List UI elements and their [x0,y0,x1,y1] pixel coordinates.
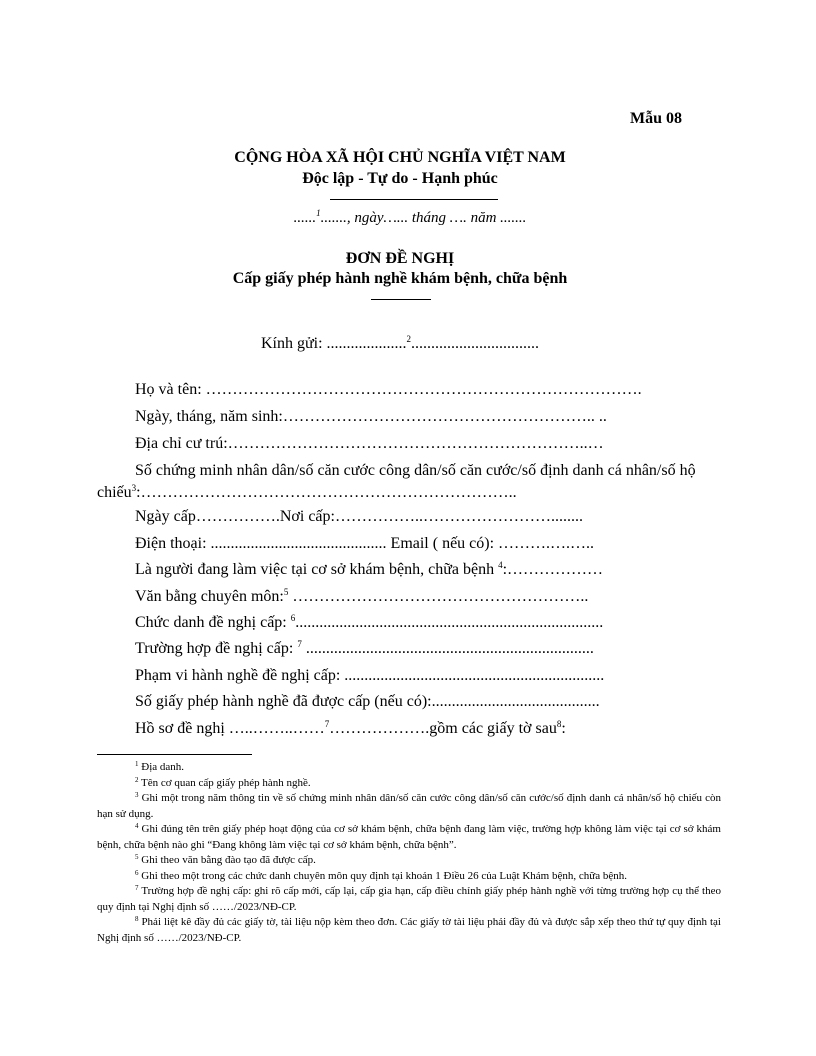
footnote: $^1$ Địa danh. [135,760,185,773]
national-title: CỘNG HÒA XÃ HỘI CHỦ NGHĨA VIỆT NAM [234,149,566,166]
form-code: Mẫu 08 [630,110,682,127]
field-diploma: Văn bằng chuyên môn:$^5$ ……………………………………………….. [135,587,589,605]
recipient-line: Kính gửi: ....................$^2$................................ [260,334,540,352]
field-title-requested: Chức danh đề nghị cấp: $^6$............................................................................. [135,613,604,631]
field-phone-email: Điện thoại: ............................................ Email ( nếu có): ……….….….. [135,535,595,552]
footnote: $^8$ Phải liệt kê đầy đủ các giấy tờ, tài liệu nộp kèm theo đơn. Các giấy tờ tài liệu phải đầy đủ và được sắp xếp theo thứ tự quy định tại Nghị định số ……/2023/NĐ-CP. [97,915,721,944]
footnote: $^4$ Ghi đúng tên trên giấy phép hoạt động của cơ sở khám bệnh, chữa bệnh đang làm việc, trường hợp không làm việc tại cơ sở khám bệnh, chữa bệnh nào ghi “Đang không làm việc tại cơ sở khám bệnh, chữa bệnh”. [97,822,721,851]
field-id-number: Số chứng minh nhân dân/số căn cước công dân/số căn cước/số định danh cá nhân/số hộ chiếu$^3$:…………………………………………………………….. [97,462,696,501]
national-motto: Độc lập - Tự do - Hạnh phúc [302,170,498,187]
document-subtitle: Cấp giấy phép hành nghề khám bệnh, chữa bệnh [232,270,568,287]
field-case: Trường hợp đề nghị cấp: $^7$ ........................................................................ [135,639,594,657]
field-address: Địa chỉ cư trú:…………………………………………………………..… [135,435,604,452]
header-divider [330,199,498,200]
document-title: ĐƠN ĐỀ NGHỊ [345,250,455,267]
footnote: $^3$ Ghi một trong năm thông tin về số chứng minh nhân dân/số căn cước công dân/số căn cước/số định danh cá nhân/số hộ chiếu còn hạn sử dụng. [97,791,721,820]
date-line: ......$^1$......., ngày…... tháng …. năm ....... [293,208,527,226]
field-issue-date-place: Ngày cấp…………….Nơi cấp:……………..……………………........ [135,508,583,525]
footnotes [97,760,721,946]
field-workplace: Là người đang làm việc tại cơ sở khám bệnh, chữa bệnh $^4$:……………… [135,560,604,578]
field-license-number: Số giấy phép hành nghề đã được cấp (nếu có):.......................................... [135,693,600,710]
footnote: $^7$ Trường hợp đề nghị cấp: ghi rõ cấp mới, cấp lại, cấp gia hạn, cấp điều chỉnh giấy phép hành nghề với từng trường hợp cụ thể theo quy định tại Nghị định số ……/2023/NĐ-CP. [97,884,721,913]
footnote: $^5$ Ghi theo văn bằng đào tạo đã được cấp. [135,853,316,866]
footnote: $^2$ Tên cơ quan cấp giấy phép hành nghề. [135,775,311,789]
field-full-name: Họ và tên: ………………………………………………………………………. [135,381,642,398]
field-dob: Ngày, tháng, năm sinh:………………………………………………….. .. [135,408,607,425]
field-scope: Phạm vi hành nghề đề nghị cấp: ................................................................. [135,667,605,684]
field-dossier: Hồ sơ đề nghị …..……..……$^7$……………….gồm các giấy tờ sau$^8$: [135,719,566,737]
footnote-separator [97,754,252,755]
title-divider [371,299,431,300]
footnote: $^6$ Ghi theo một trong các chức danh chuyên môn quy định tại khoản 1 Điều 26 của Luật Khám bệnh, chữa bệnh. [135,868,627,882]
